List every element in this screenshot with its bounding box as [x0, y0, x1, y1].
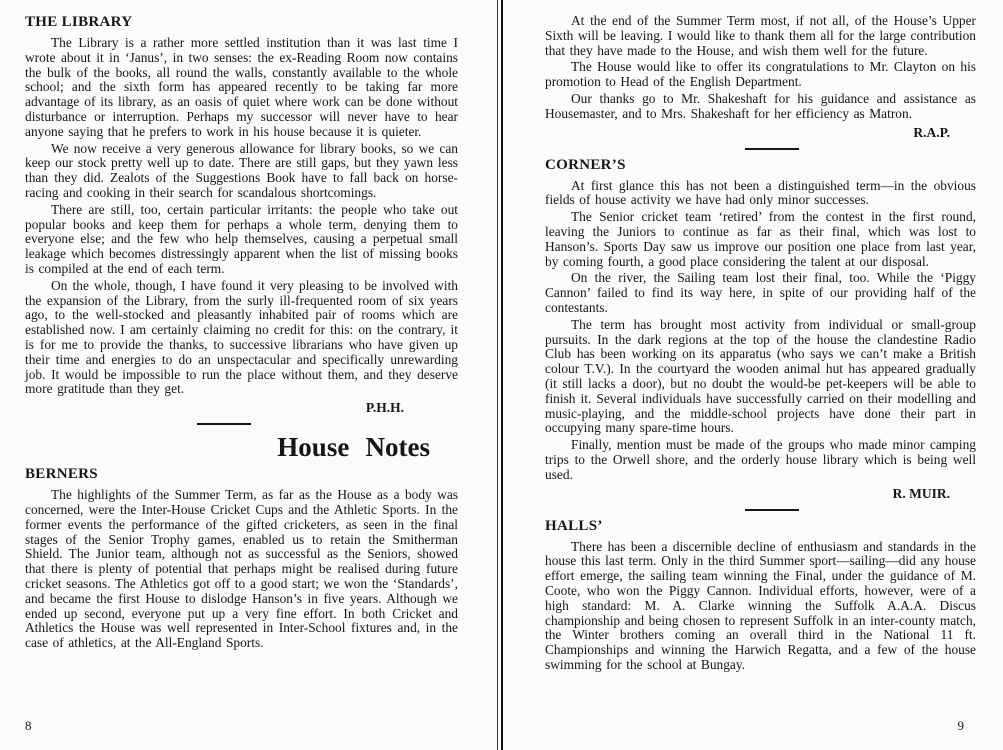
section-divider-rule — [745, 148, 799, 150]
page-right — [545, 14, 976, 750]
page-number-right: 9 — [957, 718, 964, 733]
page-gutter-divider — [497, 0, 503, 750]
corners-paragraph-5: Finally, mention must be made of the groups who made minor camping trips to the Orwell shore, and the orderly house library which is being well used. — [545, 437, 976, 482]
corners-paragraph-3: On the river, the Sailing team lost their final, too. While the ‘Piggy Cannon’ failed to find its way here, in spite of our providing half of the contestants. — [545, 270, 976, 315]
library-paragraph-3: There are still, too, certain particular irritants: the people who take out popular books and keep them for perhaps a whole term, denying them to everyone else; and the few who help themselves, causing a perpetual small leakage which becomes distressingly apparent when the list of missing books is compiled at the end of each term. — [25, 201, 458, 276]
signature-phh: P.H.H. — [365, 400, 404, 416]
corners-paragraph-4: The term has brought most activity from individual or small-group pursuits. In the dark regions at the top of the house the clandestine Radio Club has been working on its apparatus (who says we can’t make a British colour T.V.). In the courtyard the wooden animal hut has appeared gradually (it still lacks a door), but no doubt the would-be pet-keepers will be able to finish it. Several individuals have successfully carried on their modelling and music-playing, and the middle-school projects have done their part in occupying many spare-time hours. — [545, 316, 976, 436]
library-paragraph-4: On the whole, though, I have found it very pleasing to be involved with the expansion of the Library, from the surly ill-frequented room of six years ago, to the well-stocked and pleasantly inhabited pair of rooms which are established now. I am certainly claiming no credit for this: on the contrary, it is for me to provide the thanks, to successive librarians who have given up their time and energies to do an unspectacular and specifically unrewarding job. It would be impossible to run the place without them, and they deserve more gratitude than they get. — [25, 277, 458, 397]
section-heading-berners: BERNERS — [25, 466, 98, 483]
section-divider-rule — [197, 423, 251, 425]
berners-paragraph-1: The highlights of the Summer Term, as far as the House as a body was concerned, were the Inter-House Cricket Cups and the Athletic Sports. In the former events the performance of the gifted cricketers, as seen in the final stages of the Senior Trophy games, enabled us to retain the Smitherman Shield. The Junior team, although not as successful as the Seniors, showed that there is plenty of potential that perhaps might be realised during future cricket seasons. The Athletics got off to a good start; we won the ‘Standards’, and became the first House to dislodge Hanson’s in five years. Although we ended up second, everyone put up a very fine effort. In both Cricket and Athletics the House was well represented in Inter-School fixtures and, in the case of athletics, at the All-England Sports. — [25, 487, 458, 651]
signature-rmuir: R. MUIR. — [892, 485, 950, 501]
section-heading-corners: CORNER’S — [545, 156, 626, 173]
page-number-left: 8 — [25, 718, 32, 733]
section-divider-rule — [745, 509, 799, 511]
corners-paragraph-1: At first glance this has not been a distinguished term—in the obvious fields of house activity we have had only minor successes. — [545, 177, 976, 208]
section-heading-library: THE LIBRARY — [25, 14, 133, 30]
library-paragraph-2: We now receive a very generous allowance for library books, so we can keep our stock pretty well up to date. There are still gaps, but they yawn less than they did. Zealots of the Suggestions Book have to fall back on horse-racing and cooking in their search for scandalous shortcomings. — [25, 140, 458, 200]
corners-paragraph-2: The Senior cricket team ‘retired’ from the contest in the first round, leaving the Juniors to continue as far as their final, which was lost to Hanson’s. Sports Day saw us improve our position one place from last year, by coming fourth, a good place considering the talent at our disposal. — [545, 209, 976, 269]
continuation-paragraph-1: At the end of the Summer Term most, if not all, of the House’s Upper Sixth will be leaving. I would like to thank them all for the large contribution that they have made to the House, and wish them well for the future. — [545, 13, 976, 58]
continuation-paragraph-2: The House would like to offer its congratulations to Mr. Clayton on his promotion to Head of the English Department. — [545, 59, 976, 90]
house-notes-title: House Notes — [277, 432, 430, 463]
continuation-paragraph-3: Our thanks go to Mr. Shakeshaft for his guidance and assistance as Housemaster, and to Mrs. Shakeshaft for her efficiency as Matron. — [545, 90, 976, 121]
section-heading-halls: HALLS’ — [545, 517, 603, 534]
halls-paragraph-1: There has been a discernible decline of enthusiasm and standards in the house this last term. Only in the third Summer sport—sailing—did any house effort emerge, the sailing team winning the Final, under the guidance of M. Coote, who won the Piggy Cannon. Individual efforts, however, were of a high standard: M. A. Clarke winning the Suffolk A.A.A. Discus championship and being chosen to represent Suffolk in an inter-county match, the Winter brothers coming an overall third in the National 11 ft. Championships and winning the Harwich Regatta, and a few of the house swimming for the school at Bungay. — [545, 538, 976, 672]
page-left — [25, 14, 458, 750]
signature-rap: R.A.P. — [913, 124, 950, 140]
library-paragraph-1: The Library is a rather more settled institution than it was last time I wrote about it in ‘Janus’, in two senses: the ex-Reading Room now contains the bulk of the books, all round the walls, constantly available to the whole school; and the sixth form has appeared recently to be taking far more advantage of its library, as an oasis of quiet where work can be done without disturbance or interruption. Perhaps my successor will never have to hear anyone saying that he prefers to work in his house because it is quieter. — [25, 35, 458, 139]
